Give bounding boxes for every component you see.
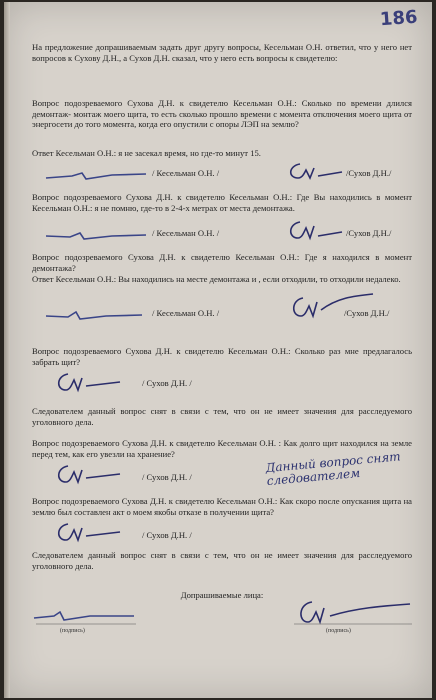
label-sukhov: /Сухов Д.Н./ [346,228,392,238]
label-sukhov: / Сухов Д.Н. / [142,378,192,388]
paragraph-question-2: Вопрос подозреваемого Сухова Д.Н. к свидетелю Кесельман О.Н.: Где Вы находились в момент Кесельман О.Н.: я не помню, где-то в 2-4-х метрах от места демонтажа. [32,192,412,213]
signature-sukhov [50,366,130,396]
paragraph-intro: На предложение допрашиваемым задать друг другу вопросы, Кесельман О.Н. ответил, что у него нет вопросов к Сухову Д.Н., а Сухов Д.Н. сказал, что у него есть вопросы к свидетелю: [32,42,412,63]
label-sukhov: / Сухов Д.Н. / [142,530,192,540]
paragraph-question-3: Вопрос подозреваемого Сухова Д.Н. к свидетелю Кесельман О.Н.: Где я находился в момент демонтажа? [32,252,412,273]
signature-sukhov [287,288,377,324]
signature-final-right [286,594,416,630]
signature-row-3 [32,302,422,326]
signature-sukhov [282,156,352,184]
page-number: 186 [379,6,419,31]
signature-row-4 [32,372,422,396]
binding-edge [4,2,10,698]
caption-left: (подпись) [60,628,85,634]
paragraph-answer-3: Ответ Кесельман О.Н.: Вы находились на месте демонтажа и , если отходили, то отходили недалеко. [32,274,401,284]
caption-right: (подпись) [326,628,351,634]
signature-sukhov [282,214,352,244]
signature-keselman [42,224,152,244]
signature-row-1 [32,162,422,186]
signature-row-2 [32,222,422,246]
signature-sukhov [50,458,130,488]
label-sukhov: /Сухов Д.Н./ [346,168,392,178]
paragraph-question-4: Вопрос подозреваемого Сухова Д.Н. к свидетелю Кесельман О.Н.: Сколько раз мне предлагалось забрать щит? [32,346,412,367]
paragraph-removed-1: Следователем данный вопрос снят в связи с тем, что он не имеет значения для расследуемого уголовного дела. [32,406,412,427]
label-keselman: / Кесельман О.Н. / [152,168,220,178]
signature-keselman [42,304,152,324]
paragraph-removed-2: Следователем данный вопрос снят в связи с тем, что он не имеет значения для расследуемого уголовного дела. [32,550,412,571]
signature-sukhov [50,516,130,546]
label-sukhov: / Сухов Д.Н. / [142,472,192,482]
paragraph-answer-1: Ответ Кесельман О.Н.: я не засекал время, но где-то минут 15. [32,148,261,158]
label-keselman: / Кесельман О.Н. / [152,228,220,238]
document-page [4,2,432,698]
signature-row-6 [32,524,422,548]
signature-final-left [30,604,140,628]
handwritten-note: Данный вопрос снят следователем [265,449,402,489]
signature-keselman [42,164,152,184]
interviewed-persons-label: Допрашиваемые лица: [180,590,264,600]
label-sukhov: /Сухов Д.Н./ [344,308,390,318]
paragraph-question-1: Вопрос подозреваемого Сухова Д.Н. к свидетелю Кесельман О.Н.: Сколько по времени длился демонтаж- монтаж моего щита, то есть сколько прошло времени с момента отключения моего щита от энергосети до того момента, когда его опустили с опоры ЛЭП на землю? [32,98,412,130]
paragraph-question-5: Вопрос подозреваемого Сухова Д.Н. к свидетелю Кесельман О.Н. : Как долго щит находился на земле перед тем, как его увезли на хранение? [32,438,412,459]
paragraph-question-6: Вопрос подозреваемого Сухова Д.Н. к свидетелю Кесельман О.Н.: Как скоро после опускания щита на землю был составлен акт о моем якобы отказе в получении щита? [32,496,412,517]
label-keselman: / Кесельман О.Н. / [152,308,220,318]
